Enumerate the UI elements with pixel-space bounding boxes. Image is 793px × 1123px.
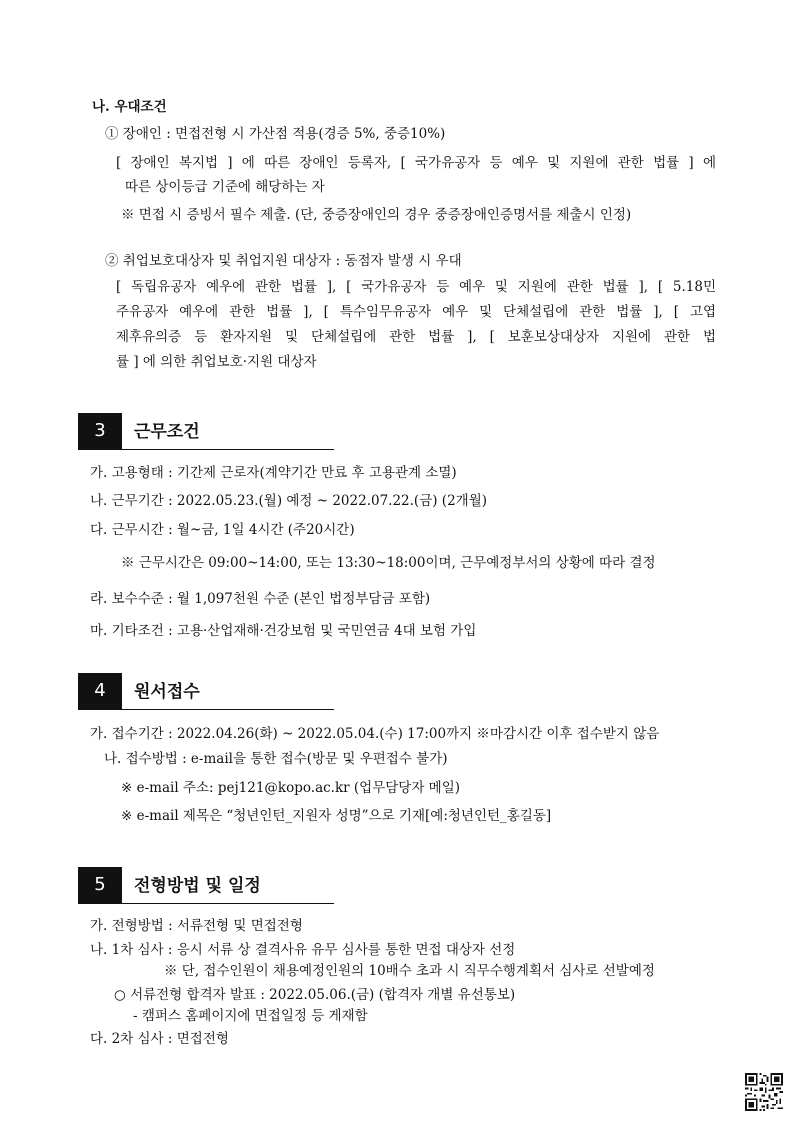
section-4-number: 4 bbox=[78, 673, 122, 709]
preference-item-2-title: ② 취업보호대상자 및 취업지원 대상자 : 동점자 발생 시 우대 bbox=[105, 253, 462, 269]
section-5-number: 5 bbox=[78, 867, 122, 903]
preference-item-2-body-line2: 주유공자 예우에 관한 법률 ], [ 특수임무유공자 예우 및 단체설립에 관한 법률 ], [ 고엽 bbox=[116, 304, 716, 320]
section-3-number: 3 bbox=[78, 413, 122, 449]
preference-item-1-body-line2: 따른 상이등급 기준에 해당하는 자 bbox=[125, 179, 325, 195]
selection-note: ※ 단, 접수인원이 채용예정인원의 10배수 초과 시 직무수행계획서 심사로 선발예정 bbox=[164, 963, 655, 979]
work-condition-item: 나. 근무기간 : 2022.05.23.(월) 예정 ~ 2022.07.22.(금) (2개월) bbox=[90, 493, 488, 509]
selection-announcement: ○ 서류전형 합격자 발표 : 2022.05.06.(금) (합격자 개별 유선통보) bbox=[114, 987, 516, 1003]
qr-code-icon bbox=[745, 1073, 783, 1111]
work-condition-item: 라. 보수수준 : 월 1,097천원 수준 (본인 법정부담금 포함) bbox=[90, 591, 431, 607]
preference-item-1-title: ① 장애인 : 면접전형 시 가산점 적용(경증 5%, 중증10%) bbox=[105, 126, 446, 142]
subsection-heading-preference: 나. 우대조건 bbox=[92, 99, 167, 115]
preference-item-1-body-line1: [ 장애인 복지법 ] 에 따른 장애인 등록자, [ 국가유공자 등 예우 및 지원에 관한 법률 ] 에 bbox=[116, 155, 716, 171]
preference-item-2-body-line3: 제후유의증 등 환자지원 및 단체설립에 관한 법률 ], [ 보훈보상대상자 지원에 관한 법 bbox=[116, 329, 716, 345]
application-item: 가. 접수기간 : 2022.04.26(화) ~ 2022.05.04.(수) 17:00까지 ※마감시간 이후 접수받지 않음 bbox=[90, 726, 660, 742]
section-3-title: 근무조건 bbox=[134, 422, 200, 442]
work-condition-item: 마. 기타조건 : 고용·산업재해·건강보험 및 국민연금 4대 보험 가입 bbox=[90, 623, 477, 639]
section-5-title: 전형방법 및 일정 bbox=[134, 876, 261, 896]
work-condition-note: ※ 근무시간은 09:00~14:00, 또는 13:30~18:00이며, 근무예정부서의 상황에 따라 결정 bbox=[121, 555, 656, 571]
preference-item-2-body-line1: [ 독립유공자 예우에 관한 법률 ], [ 국가유공자 등 예우 및 지원에 관한 법률 ], [ 5.18민 bbox=[116, 279, 716, 295]
section-4-title: 원서접수 bbox=[134, 682, 200, 702]
application-note-subject: ※ e-mail 제목은 “청년인턴_지원자 성명”으로 기재[예:청년인턴_홍길동] bbox=[121, 808, 552, 824]
work-condition-item: 다. 근무시간 : 월~금, 1일 4시간 (주20시간) bbox=[90, 522, 355, 538]
selection-announcement-detail: - 캠퍼스 홈페이지에 면접일정 등 게재함 bbox=[133, 1008, 368, 1024]
selection-item: 가. 전형방법 : 서류전형 및 면접전형 bbox=[90, 918, 303, 934]
application-note-email: ※ e-mail 주소: pej121@kopo.ac.kr (업무담당자 메일) bbox=[121, 780, 461, 796]
selection-item: 나. 1차 심사 : 응시 서류 상 결격사유 유무 심사를 통한 면접 대상자 선정 bbox=[90, 942, 516, 958]
section-5-header bbox=[78, 867, 334, 904]
section-3-header bbox=[78, 413, 334, 450]
work-condition-item: 가. 고용형태 : 기간제 근로자(계약기간 만료 후 고용관계 소멸) bbox=[90, 465, 457, 481]
preference-item-1-note: ※ 면접 시 증빙서 필수 제출. (단, 중증장애인의 경우 중증장애인증명서를 제출시 인정) bbox=[121, 207, 632, 223]
preference-item-2-body-line4: 률 ] 에 의한 취업보호·지원 대상자 bbox=[116, 354, 317, 370]
section-4-header bbox=[78, 673, 334, 710]
selection-item: 다. 2차 심사 : 면접전형 bbox=[90, 1031, 229, 1047]
application-item: 나. 접수방법 : e-mail을 통한 접수(방문 및 우편접수 불가) bbox=[104, 751, 448, 767]
